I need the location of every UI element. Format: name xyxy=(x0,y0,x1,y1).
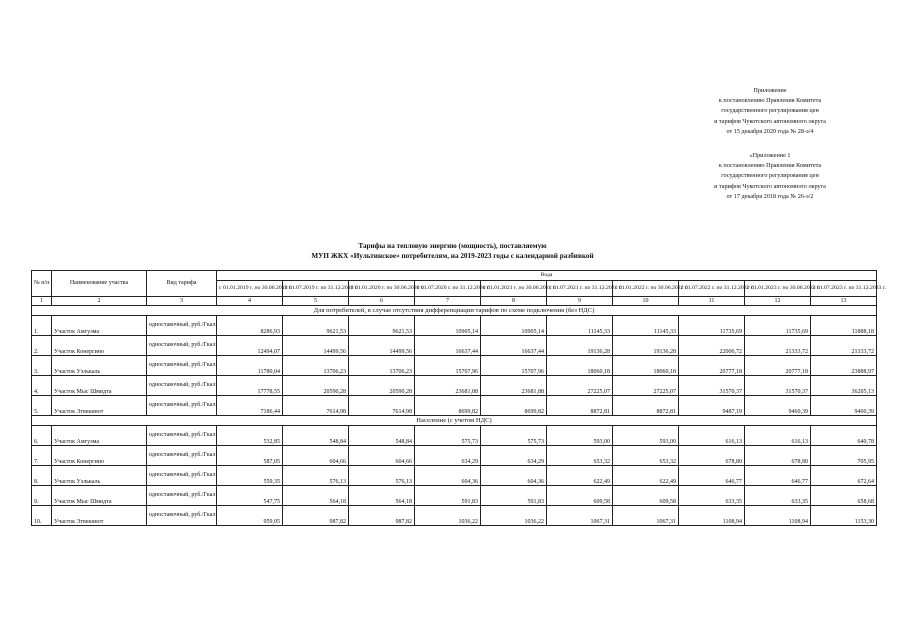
tariff-table-header xyxy=(32,271,886,306)
tariff-value-cell: 646,77 xyxy=(679,466,745,486)
tariff-value-cell: 633,35 xyxy=(745,486,811,506)
tariff-value-cell: 576,13 xyxy=(349,466,415,486)
tariff-value-cell: 11888,18 xyxy=(811,316,877,336)
tariff-value-cell: 18060,18 xyxy=(613,356,679,376)
tariff-value-cell: 13706,23 xyxy=(283,356,349,376)
tariff-value-cell: 987,82 xyxy=(349,506,415,526)
annex-line: государственного регулирования цен xyxy=(721,107,819,115)
site-name-cell: Участок Эгвекинот xyxy=(52,506,147,526)
tariff-value-cell: 634,29 xyxy=(415,446,481,466)
tariff-value-cell: 591,83 xyxy=(415,486,481,506)
tariff-kind-cell: одноставочный, руб./Гкал xyxy=(147,466,217,486)
period-header-cell: с 01.01.2019 г. по 30.06.2019 г. xyxy=(217,281,283,297)
period-header-cell: с 01.07.2021 г. по 31.12.2021 г. xyxy=(547,281,613,297)
table-row xyxy=(32,506,877,526)
period-header-cell: с 01.07.2022 г. по 31.12.2022 г. xyxy=(679,281,745,297)
row-number-cell: 1. xyxy=(32,316,52,336)
tariff-value-cell: 593,00 xyxy=(547,426,613,446)
row-number-cell: 6. xyxy=(32,426,52,446)
tariff-value-cell: 11735,69 xyxy=(745,316,811,336)
tariff-value-cell: 604,36 xyxy=(481,466,547,486)
section-title: Население (с учетом НДС) xyxy=(32,416,877,426)
tariff-value-cell: 653,32 xyxy=(613,446,679,466)
tariff-table xyxy=(31,270,886,526)
tariff-value-cell: 7614,98 xyxy=(283,396,349,416)
tariff-value-cell: 19136,28 xyxy=(547,336,613,356)
tariff-value-cell: 36205,13 xyxy=(811,376,877,396)
header-cell-site: Наименование участка xyxy=(52,271,147,297)
row-number-cell: 10. xyxy=(32,506,52,526)
tariff-value-cell: 20590,28 xyxy=(283,376,349,396)
column-number-cell: 12 xyxy=(745,297,811,306)
tariff-value-cell: 31570,37 xyxy=(745,376,811,396)
column-number-cell: 4 xyxy=(217,297,283,306)
header-cell-no: № п/п xyxy=(32,271,52,297)
annex-line: от 15 декабря 2020 года № 28-э/4 xyxy=(726,127,814,135)
tariff-value-cell: 646,77 xyxy=(745,466,811,486)
column-number-cell: 5 xyxy=(283,297,349,306)
row-number-cell: 4. xyxy=(32,376,52,396)
tariff-value-cell: 9487,19 xyxy=(679,396,745,416)
annex-line: от 17 декабря 2018 года № 26-э/2 xyxy=(726,192,814,200)
tariff-value-cell: 8872,81 xyxy=(547,396,613,416)
annex-line: Приложение xyxy=(753,87,787,94)
tariff-value-cell: 7614,98 xyxy=(349,396,415,416)
annex-line: к постановлению Правления Комитета xyxy=(718,97,822,105)
header-cell-kind: Вид тарифа xyxy=(147,271,217,297)
title-line-2: МУП ЖКХ «Иультинское» потребителям, на 2019-2023 годы с календарной разбивкой xyxy=(311,251,594,260)
header-cell-water: Вода xyxy=(217,271,877,281)
tariff-value-cell: 1108,94 xyxy=(745,506,811,526)
tariff-value-cell: 576,13 xyxy=(283,466,349,486)
site-name-cell: Участок Мыс Шмидта xyxy=(52,376,147,396)
tariff-value-cell: 609,58 xyxy=(613,486,679,506)
tariff-value-cell: 1067,31 xyxy=(547,506,613,526)
tariff-value-cell: 559,35 xyxy=(217,466,283,486)
tariff-value-cell: 653,32 xyxy=(547,446,613,466)
tariff-value-cell: 21333,72 xyxy=(811,336,877,356)
site-name-cell: Участок Амгуэма xyxy=(52,426,147,446)
tariff-value-cell: 11780,04 xyxy=(217,356,283,376)
column-number-cell: 3 xyxy=(147,297,217,306)
tariff-value-cell: 622,49 xyxy=(547,466,613,486)
table-row xyxy=(32,446,877,466)
column-number-cell: 11 xyxy=(679,297,745,306)
title-line-1: Тарифы на тепловую энергию (мощность), поставляемую xyxy=(358,242,547,250)
tariff-kind-cell: одноставочный, руб./Гкал xyxy=(147,506,217,526)
tariff-value-cell: 20777,18 xyxy=(745,356,811,376)
period-header-cell: с 01.07.2020 г. по 31.12.2020 г. xyxy=(415,281,481,297)
table-row xyxy=(32,426,877,446)
row-number-cell: 2. xyxy=(32,336,52,356)
tariff-value-cell: 591,83 xyxy=(481,486,547,506)
tariff-value-cell: 548,84 xyxy=(283,426,349,446)
tariff-value-cell: 616,13 xyxy=(679,426,745,446)
tariff-value-cell: 19136,28 xyxy=(613,336,679,356)
section-row xyxy=(32,306,877,316)
site-name-cell: Участок Амгуэма xyxy=(52,316,147,336)
annex-block-current xyxy=(660,86,880,137)
tariff-value-cell: 658,68 xyxy=(811,486,877,506)
tariff-value-cell: 532,85 xyxy=(217,426,283,446)
tariff-value-cell: 604,36 xyxy=(415,466,481,486)
annex-line: к постановлению Правления Комитета xyxy=(718,162,822,170)
site-name-cell: Участок Уэлькаль xyxy=(52,466,147,486)
site-name-cell: Участок Конергино xyxy=(52,446,147,466)
tariff-value-cell: 13706,23 xyxy=(349,356,415,376)
tariff-value-cell: 705,95 xyxy=(811,446,877,466)
document-title xyxy=(0,242,905,261)
tariff-value-cell: 616,13 xyxy=(745,426,811,446)
tariff-value-cell: 8872,81 xyxy=(613,396,679,416)
tariff-value-cell: 22006,72 xyxy=(679,336,745,356)
section-row xyxy=(32,416,877,426)
annex-line: государственного регулирования цен xyxy=(721,172,819,180)
tariff-value-cell: 27225,07 xyxy=(547,376,613,396)
tariff-value-cell: 547,75 xyxy=(217,486,283,506)
tariff-value-cell: 9460,39 xyxy=(811,396,877,416)
tariff-value-cell: 20590,28 xyxy=(349,376,415,396)
tariff-value-cell: 31570,37 xyxy=(679,376,745,396)
tariff-value-cell: 9621,53 xyxy=(283,316,349,336)
tariff-value-cell: 23681,88 xyxy=(481,376,547,396)
column-number-cell: 8 xyxy=(481,297,547,306)
tariff-kind-cell: одноставочный, руб./Гкал xyxy=(147,376,217,396)
tariff-kind-cell: одноставочный, руб./Гкал xyxy=(147,336,217,356)
period-header-cell: с 01.01.2023 г. по 30.06.2023 г. xyxy=(745,281,811,297)
column-number-cell: 1 xyxy=(32,297,52,306)
period-header-cell: с 01.01.2020 г. по 30.06.2020 г. xyxy=(349,281,415,297)
tariff-value-cell: 11735,69 xyxy=(679,316,745,336)
tariff-value-cell: 8699,82 xyxy=(481,396,547,416)
tariff-value-cell: 633,35 xyxy=(679,486,745,506)
period-header-cell: с 01.01.2021 г. по 30.06.2021 г. xyxy=(481,281,547,297)
row-number-cell: 9. xyxy=(32,486,52,506)
tariff-value-cell: 548,84 xyxy=(349,426,415,446)
annex-block-original xyxy=(660,151,880,202)
tariff-value-cell: 23681,88 xyxy=(415,376,481,396)
tariff-value-cell: 604,66 xyxy=(283,446,349,466)
tariff-value-cell: 604,66 xyxy=(349,446,415,466)
tariff-value-cell: 9621,53 xyxy=(349,316,415,336)
tariff-value-cell: 10905,14 xyxy=(415,316,481,336)
tariff-value-cell: 1036,22 xyxy=(481,506,547,526)
tariff-value-cell: 564,18 xyxy=(283,486,349,506)
header-row xyxy=(32,271,877,281)
tariff-value-cell: 9460,39 xyxy=(745,396,811,416)
annex-line: «Приложение 1 xyxy=(749,152,791,159)
tariff-value-cell: 564,18 xyxy=(349,486,415,506)
tariff-value-cell: 634,29 xyxy=(481,446,547,466)
tariff-value-cell: 15707,96 xyxy=(481,356,547,376)
site-name-cell: Участок Эгвекинот xyxy=(52,396,147,416)
tariff-value-cell: 575,73 xyxy=(481,426,547,446)
row-number-cell: 5. xyxy=(32,396,52,416)
tariff-kind-cell: одноставочный, руб./Гкал xyxy=(147,396,217,416)
tariff-value-cell: 17778,55 xyxy=(217,376,283,396)
tariff-value-cell: 672,64 xyxy=(811,466,877,486)
table-row xyxy=(32,396,877,416)
tariff-value-cell: 16637,44 xyxy=(481,336,547,356)
site-name-cell: Участок Уэлькаль xyxy=(52,356,147,376)
tariff-value-cell: 609,58 xyxy=(547,486,613,506)
column-number-cell: 6 xyxy=(349,297,415,306)
tariff-value-cell: 12494,07 xyxy=(217,336,283,356)
tariff-value-cell: 622,49 xyxy=(613,466,679,486)
tariff-value-cell: 1036,22 xyxy=(415,506,481,526)
period-header-cell: с 01.07.2023 г. по 31.12.2023 г. xyxy=(811,281,877,297)
column-number-cell: 9 xyxy=(547,297,613,306)
tariff-value-cell: 1153,30 xyxy=(811,506,877,526)
table-row xyxy=(32,486,877,506)
tariff-kind-cell: одноставочный, руб./Гкал xyxy=(147,446,217,466)
table-row xyxy=(32,316,877,336)
tariff-value-cell: 640,78 xyxy=(811,426,877,446)
tariff-value-cell: 11145,33 xyxy=(613,316,679,336)
tariff-value-cell: 7186,44 xyxy=(217,396,283,416)
tariff-value-cell: 959,05 xyxy=(217,506,283,526)
tariff-value-cell: 27225,07 xyxy=(613,376,679,396)
table-row xyxy=(32,356,877,376)
site-name-cell: Участок Мыс Шмидта xyxy=(52,486,147,506)
tariff-value-cell: 987,82 xyxy=(283,506,349,526)
row-number-cell: 3. xyxy=(32,356,52,376)
table-row xyxy=(32,376,877,396)
column-number-cell: 10 xyxy=(613,297,679,306)
row-number-cell: 8. xyxy=(32,466,52,486)
tariff-value-cell: 14499,56 xyxy=(349,336,415,356)
tariff-kind-cell: одноставочный, руб./Гкал xyxy=(147,486,217,506)
table-row xyxy=(32,466,877,486)
tariff-value-cell: 8699,82 xyxy=(415,396,481,416)
tariff-value-cell: 1067,31 xyxy=(613,506,679,526)
tariff-kind-cell: одноставочный, руб./Гкал xyxy=(147,356,217,376)
tariff-value-cell: 593,00 xyxy=(613,426,679,446)
tariff-value-cell: 587,05 xyxy=(217,446,283,466)
annex-line: и тарифов Чукотского автономного округа xyxy=(714,117,826,125)
tariff-value-cell: 21333,72 xyxy=(745,336,811,356)
tariff-value-cell: 18060,18 xyxy=(547,356,613,376)
tariff-value-cell: 23888,97 xyxy=(811,356,877,376)
tariff-value-cell: 11145,33 xyxy=(547,316,613,336)
annex-line: и тарифов Чукотского автономного округа xyxy=(714,182,826,190)
tariff-kind-cell: одноставочный, руб./Гкал xyxy=(147,316,217,336)
tariff-value-cell: 15707,96 xyxy=(415,356,481,376)
period-header-cell: с 01.01.2022 г. по 30.06.2022 г. xyxy=(613,281,679,297)
tariff-value-cell: 1108,94 xyxy=(679,506,745,526)
tariff-value-cell: 678,80 xyxy=(679,446,745,466)
row-number-cell: 7. xyxy=(32,446,52,466)
tariff-value-cell: 10905,14 xyxy=(481,316,547,336)
tariff-value-cell: 575,73 xyxy=(415,426,481,446)
section-title: Для потребителей, в случае отсутствия дифференциации тарифов по схеме подключения (без НДС) xyxy=(32,306,877,316)
column-number-cell: 13 xyxy=(811,297,877,306)
tariff-value-cell: 14499,56 xyxy=(283,336,349,356)
tariff-value-cell: 20777,18 xyxy=(679,356,745,376)
tariff-table-body xyxy=(32,306,877,526)
tariff-value-cell: 678,80 xyxy=(745,446,811,466)
column-number-row xyxy=(32,297,877,306)
period-header-cell: с 01.07.2019 г. по 31.12.2019 г. xyxy=(283,281,349,297)
column-number-cell: 2 xyxy=(52,297,147,306)
tariff-value-cell: 8286,93 xyxy=(217,316,283,336)
site-name-cell: Участок Конергино xyxy=(52,336,147,356)
column-number-cell: 7 xyxy=(415,297,481,306)
tariff-kind-cell: одноставочный, руб./Гкал xyxy=(147,426,217,446)
tariff-value-cell: 16637,44 xyxy=(415,336,481,356)
table-row xyxy=(32,336,877,356)
